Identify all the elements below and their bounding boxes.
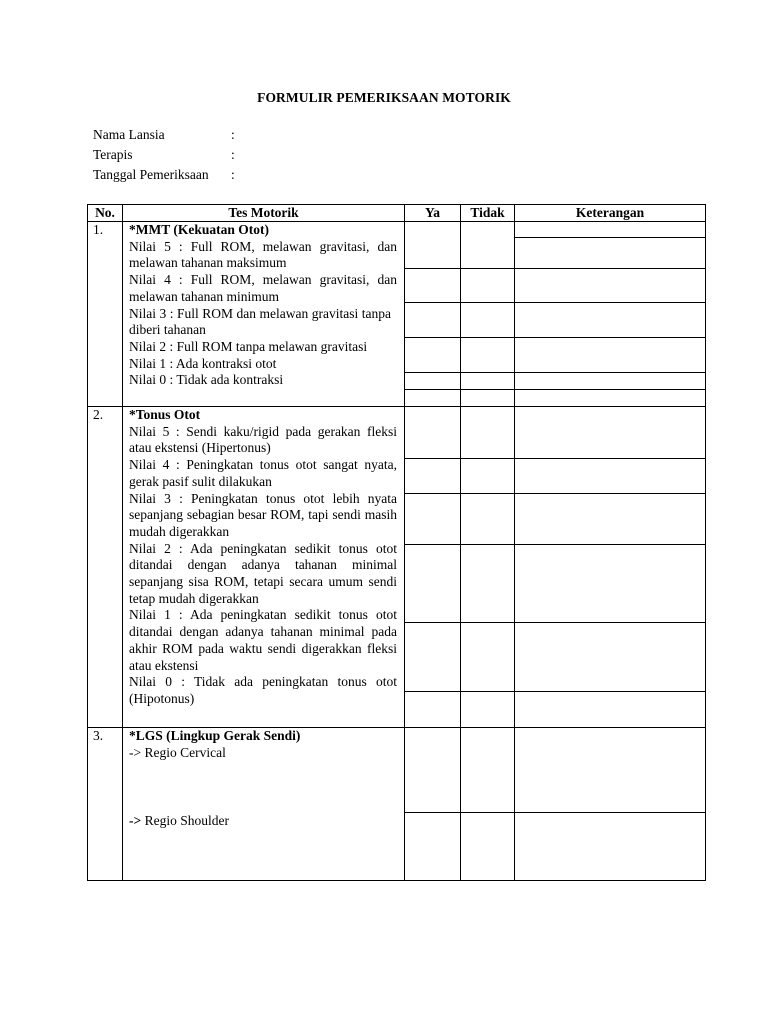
list-item: Nilai 3 : Peningkatan tonus otot lebih nyata sepanjang sebagian besar ROM, tapi sendi masih mudah digerakkan [129,490,397,539]
arrow-marker: -> [129,745,142,760]
arrow-marker: -> [129,813,142,828]
row-number: 3. [93,728,104,743]
list-item: Nilai 1 : Ada kontraksi otot [129,355,277,371]
sub-item-regio-shoulder [129,813,229,830]
header-tidak: Tidak [470,205,505,220]
section-heading: *MMT (Kekuatan Otot) [129,222,269,237]
section-tonus-otot [129,407,397,708]
list-item: Nilai 0 : Tidak ada kontraksi [129,372,284,388]
field-separator: : [231,147,235,162]
list-item: Nilai 0 : Tidak ada peningkatan tonus otot (Hipotonus) [129,674,397,706]
field-label: Tanggal Pemeriksaan [93,167,209,182]
list-item: Nilai 4 : Peningkatan tonus otot sangat nyata, gerak pasif sulit dilakukan [129,457,397,489]
list-item: Nilai 2 : Full ROM tanpa melawan gravitasi [129,338,368,354]
list-item: Nilai 3 : Full ROM dan melawan gravitasi tanpa diberi tahanan [129,305,391,338]
header-keterangan: Keterangan [575,205,645,220]
header-ya: Ya [424,205,440,220]
sub-item-label: Regio Shoulder [144,813,229,828]
list-item: Nilai 5 : Full ROM, melawan gravitasi, dan melawan tahanan maksimum [129,238,397,271]
field-separator: : [231,127,235,142]
row-number: 1. [93,222,104,237]
section-mmt [129,222,397,389]
field-label: Terapis [93,147,133,162]
field-separator: : [231,167,235,182]
list-item: Nilai 2 : Ada peningkatan sedikit tonus otot ditandai dengan adanya tahanan minimal sepanjang sisa ROM, tetapi secara umum sendi tetap mudah digerakkan [129,540,397,606]
section-heading: *Tonus Otot [129,407,201,422]
list-item: Nilai 1 : Ada peningkatan sedikit tonus otot ditandai dengan adanya tahanan minimal pada akhir ROM pada waktu sendi digerakkan fleksi atau ekstensi [129,607,397,673]
section-heading: *LGS (Lingkup Gerak Sendi) [129,728,301,743]
list-item: Nilai 4 : Full ROM, melawan gravitasi, dan melawan tahanan minimum [129,272,397,304]
header-tes-motorik: Tes Motorik [228,205,299,220]
list-item: Nilai 5 : Sendi kaku/rigid pada gerakan fleksi atau ekstensi (Hipertonus) [129,423,397,456]
sub-item-regio-cervical [129,745,226,762]
form-title: FORMULIR PEMERIKSAAN MOTORIK [257,90,511,105]
field-label: Nama Lansia [93,127,165,142]
row-number: 2. [93,407,104,422]
sub-item-label: Regio Cervical [144,745,226,760]
header-no: No. [95,205,115,220]
